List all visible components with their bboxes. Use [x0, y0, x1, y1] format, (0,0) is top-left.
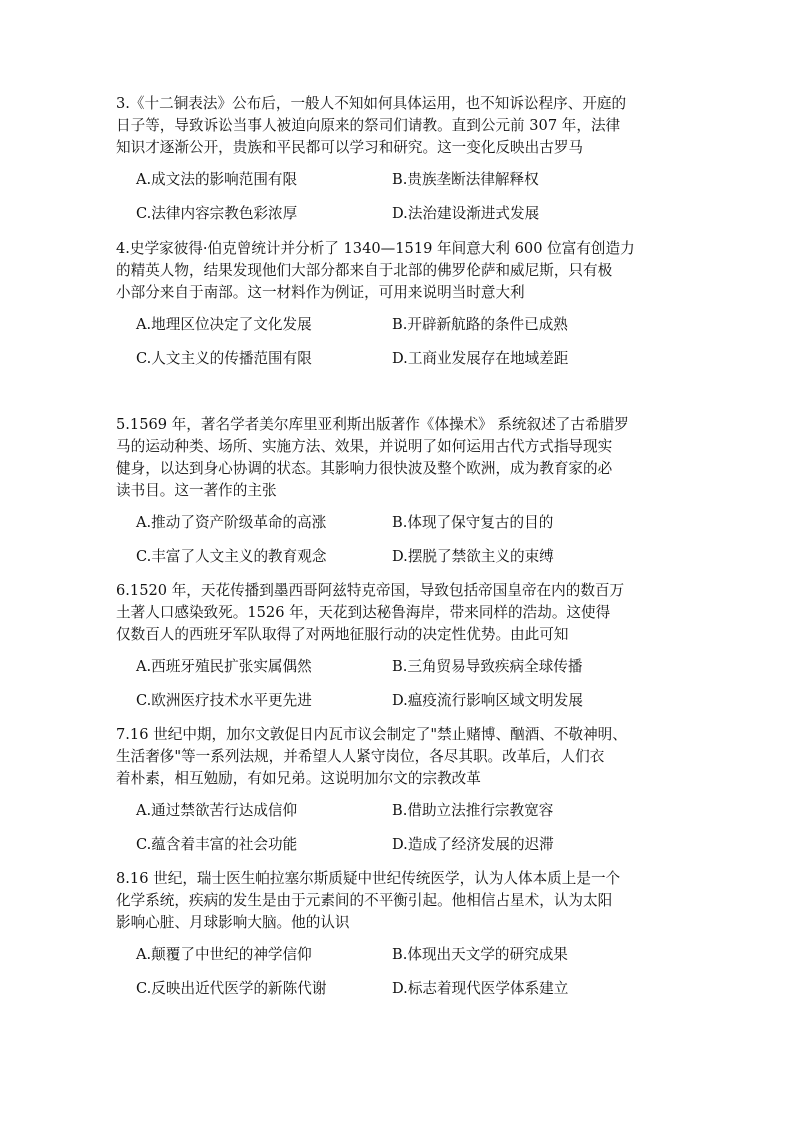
- option-d: D.法治建设渐进式发展: [392, 205, 540, 222]
- option-c: C.法律内容宗教色彩浓厚: [136, 205, 298, 222]
- option-d: D.工商业发展存在地域差距: [392, 350, 569, 367]
- stem-line: 土著人口感染致死。1526 年，天花到达秘鲁海岸，带来同样的浩劫。这使得: [116, 604, 611, 621]
- options: [116, 314, 686, 382]
- option-a: A.通过禁欲苦行达成信仰: [136, 802, 298, 819]
- question-6: [116, 580, 686, 724]
- stem-line: 知识才逐渐公开，贵族和平民都可以学习和研究。这一变化反映出古罗马: [116, 139, 584, 156]
- stem-line: 4.史学家彼得·伯克曾统计并分析了 1340—1519 年间意大利 600 位富有创造力: [116, 240, 635, 257]
- option-a: A.颠覆了中世纪的神学信仰: [136, 946, 312, 963]
- question-5: [116, 414, 686, 580]
- question-stem: [116, 580, 686, 646]
- option-b: B.贵族垄断法律解释权: [392, 171, 539, 188]
- option-b: B.体现出天文学的研究成果: [392, 946, 568, 963]
- option-c: C.人文主义的传播范围有限: [136, 350, 312, 367]
- option-c: C.反映出近代医学的新陈代谢: [136, 980, 327, 997]
- stem-line: 影响心脏、月球影响大脑。他的认识: [116, 914, 350, 931]
- option-b: B.体现了保守复古的目的: [392, 514, 554, 531]
- stem-line: 7.16 世纪中期，加尔文敦促日内瓦市议会制定了"禁止赌博、酗酒、不敬神明、: [116, 726, 627, 743]
- option-a: A.地理区位决定了文化发展: [136, 316, 312, 333]
- option-d: D.摆脱了禁欲主义的束缚: [392, 548, 554, 565]
- options: [116, 656, 686, 724]
- question-3: [116, 93, 686, 237]
- option-c: C.丰富了人文主义的教育观念: [136, 548, 327, 565]
- options: [116, 512, 686, 580]
- question-7: [116, 724, 686, 868]
- question-stem: [116, 238, 686, 304]
- option-b: B.借助立法推行宗教宽容: [392, 802, 554, 819]
- question-stem: [116, 868, 686, 934]
- question-stem: [116, 414, 686, 502]
- options: [116, 169, 686, 237]
- stem-line: 的精英人物，结果发现他们大部分都来自于北部的佛罗伦萨和威尼斯，只有极: [116, 262, 613, 279]
- option-b: B.开辟新航路的条件已成熟: [392, 316, 568, 333]
- stem-line: 化学系统，疾病的发生是由于元素间的不平衡引起。他相信占星术，认为太阳: [116, 892, 613, 909]
- stem-line: 着朴素，相互勉励，有如兄弟。这说明加尔文的宗教改革: [116, 770, 481, 787]
- option-d: D.标志着现代医学体系建立: [392, 980, 569, 997]
- stem-line: 马的运动种类、场所、实施方法、效果，并说明了如何运用古代方式指导现实: [116, 438, 613, 455]
- option-a: A.成文法的影响范围有限: [136, 171, 298, 188]
- option-d: D.瘟疫流行影响区域文明发展: [392, 692, 583, 709]
- stem-line: 8.16 世纪，瑞士医生帕拉塞尔斯质疑中世纪传统医学，认为人体本质上是一个: [116, 870, 621, 887]
- option-a: A.推动了资产阶级革命的高涨: [136, 514, 327, 531]
- options: [116, 800, 686, 868]
- stem-line: 6.1520 年，天花传播到墨西哥阿兹特克帝国，导致包括帝国皇帝在内的数百万: [116, 582, 625, 599]
- question-stem: [116, 93, 686, 159]
- stem-line: 生活奢侈"等一系列法规，并希望人人紧守岗位，各尽其职。改革后，人们衣: [116, 748, 605, 765]
- stem-line: 小部分来自于南部。这一材料作为例证，可用来说明当时意大利: [116, 284, 525, 301]
- option-c: C.蕴含着丰富的社会功能: [136, 836, 298, 853]
- option-b: B.三角贸易导致疾病全球传播: [392, 658, 583, 675]
- stem-line: 5.1569 年，著名学者美尔库里亚利斯出版著作《体操术》 系统叙述了古希腊罗: [116, 416, 629, 433]
- question-stem: [116, 724, 686, 790]
- question-4: [116, 238, 686, 382]
- stem-line: 日子等，导致诉讼当事人被迫向原来的祭司们请教。直到公元前 307 年，法律: [116, 117, 621, 134]
- stem-line: 3.《十二铜表法》公布后，一般人不知如何具体运用，也不知诉讼程序、开庭的: [116, 95, 627, 112]
- stem-line: 读书目。这一著作的主张: [116, 482, 277, 499]
- question-8: [116, 868, 686, 1012]
- stem-line: 仅数百人的西班牙军队取得了对两地征服行动的决定性优势。由此可知: [116, 626, 569, 643]
- option-d: D.造成了经济发展的迟滞: [392, 836, 554, 853]
- option-c: C.欧洲医疗技术水平更先进: [136, 692, 312, 709]
- option-a: A.西班牙殖民扩张实属偶然: [136, 658, 312, 675]
- stem-line: 健身，以达到身心协调的状态。其影响力很快波及整个欧洲，成为教育家的必: [116, 460, 613, 477]
- options: [116, 944, 686, 1012]
